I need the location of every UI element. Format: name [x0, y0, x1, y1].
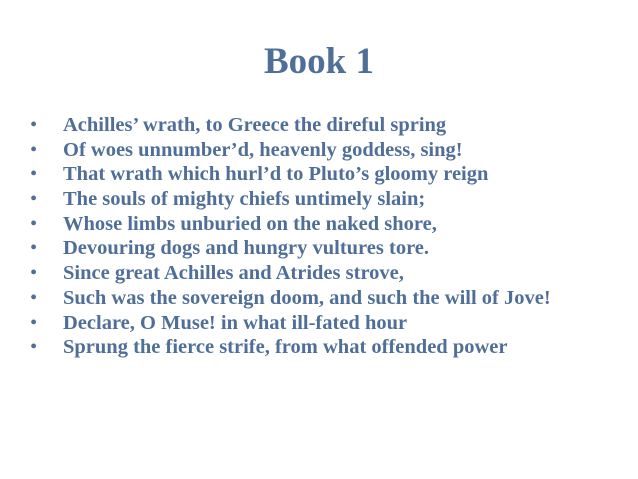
bullet-icon: •	[30, 163, 38, 186]
bullet-text: Achilles’ wrath, to Greece the direful spring	[63, 114, 447, 136]
bullet-icon: •	[30, 138, 38, 161]
bullet-text: Of woes unnumber’d, heavenly goddess, sing!	[63, 138, 463, 161]
slide-title: Book 1	[263, 41, 374, 82]
bullet-icon: •	[30, 262, 38, 285]
bullet-item	[30, 188, 620, 211]
bullet-icon: •	[30, 114, 38, 136]
bullet-item	[30, 237, 620, 260]
bullet-item	[30, 213, 620, 236]
bullet-item	[30, 139, 620, 162]
bullet-text: Devouring dogs and hungry vultures tore.	[63, 237, 430, 260]
bullet-item	[30, 262, 620, 285]
bullet-text: Since great Achilles and Atrides strove,	[63, 262, 404, 285]
bullet-text: Such was the sovereign doom, and such the will of Jove!	[63, 286, 551, 309]
bullet-item	[30, 312, 620, 335]
bullet-icon: •	[30, 237, 38, 260]
bullet-text: Declare, O Muse! in what ill-fated hour	[63, 311, 408, 334]
bullet-text: The souls of mighty chiefs untimely slain;	[63, 188, 426, 211]
bullet-icon: •	[30, 188, 38, 211]
bullet-list	[30, 114, 620, 361]
bullet-item	[30, 287, 620, 310]
bullet-item	[30, 336, 620, 359]
bullet-text: Sprung the fierce strife, from what offended power	[63, 336, 508, 359]
bullet-text: That wrath which hurl’d to Pluto’s gloomy reign	[63, 163, 489, 186]
bullet-icon: •	[30, 311, 38, 334]
bullet-icon: •	[30, 286, 38, 309]
bullet-text: Whose limbs unburied on the naked shore,	[63, 212, 437, 235]
bullet-icon: •	[30, 336, 38, 359]
bullet-item	[30, 114, 620, 137]
bullet-item	[30, 163, 620, 186]
bullet-icon: •	[30, 212, 38, 235]
